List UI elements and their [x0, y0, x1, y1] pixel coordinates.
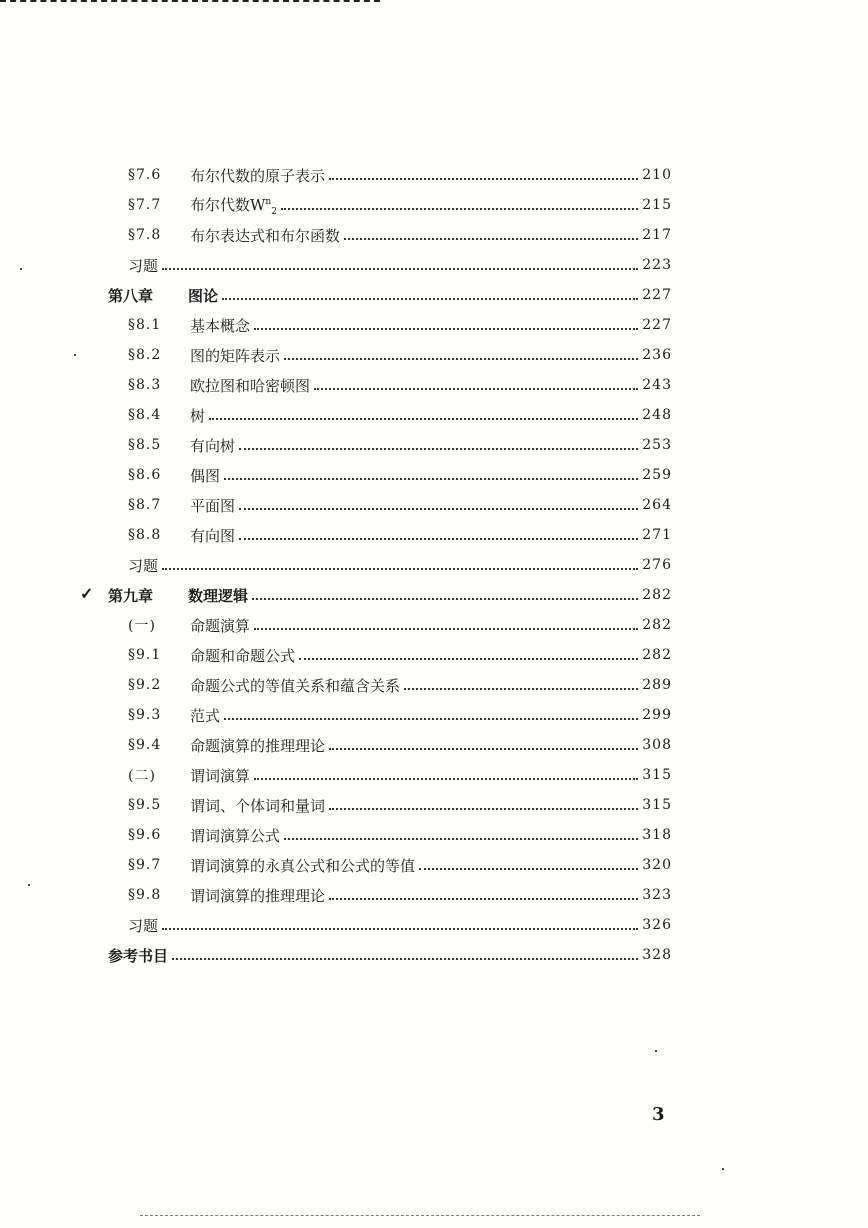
entry-title: 命题演算的推理理论 [190, 736, 326, 755]
toc-chapter[interactable] [108, 582, 672, 608]
toc-entry[interactable] [128, 432, 672, 458]
leader-dots [314, 387, 638, 390]
leader-dots [252, 597, 638, 600]
entry-title: 有向图 [190, 526, 236, 545]
page-number-ref: 223 [642, 257, 672, 273]
entry-title: 布尔代数的原子表示 [190, 166, 326, 185]
section-number: §9.7 [128, 857, 162, 873]
toc-entry[interactable] [128, 222, 672, 248]
page-number-ref: 227 [642, 287, 672, 303]
part-number: (二) [128, 768, 156, 784]
page-number-ref: 217 [642, 227, 672, 243]
page-number-ref: 318 [642, 827, 672, 843]
leader-dots [299, 657, 638, 660]
leader-dots [329, 747, 638, 750]
leader-dots [281, 207, 638, 210]
section-number: §9.3 [128, 707, 162, 723]
page-number-ref: 282 [642, 617, 672, 633]
checkmark-icon: ✓ [80, 584, 94, 603]
entry-title: 命题和命题公式 [190, 646, 296, 665]
leader-dots [254, 627, 638, 630]
entry-title: 谓词演算的永真公式和公式的等值 [190, 856, 416, 875]
section-number: §9.5 [128, 797, 162, 813]
toc-entry[interactable] [128, 402, 672, 428]
section-number: §8.4 [128, 407, 162, 423]
leader-dots [329, 897, 638, 900]
leader-dots [162, 267, 638, 270]
page-number-ref: 299 [642, 707, 672, 723]
entry-title-text: 布尔代数W [190, 195, 266, 214]
page-number-ref: 320 [642, 857, 672, 873]
toc-entry[interactable] [128, 642, 672, 668]
leader-dots [239, 447, 638, 450]
entry-title: 参考书目 [108, 946, 169, 965]
page-number-ref: 271 [642, 527, 672, 543]
chapter-label: 第九章 [108, 586, 154, 605]
entry-title: 谓词演算的推理理论 [190, 886, 326, 905]
leader-dots [209, 417, 638, 420]
leader-dots [224, 717, 638, 720]
toc-entry[interactable] [128, 702, 672, 728]
toc-entry-exercises[interactable] [128, 552, 672, 578]
entry-title: 习题 [128, 916, 159, 935]
section-number: §9.2 [128, 677, 162, 693]
toc-part[interactable] [128, 762, 672, 788]
entry-title: 范式 [190, 706, 221, 725]
part-number: (一) [128, 618, 156, 634]
page-number-ref: 315 [642, 797, 672, 813]
toc-entry[interactable] [128, 852, 672, 878]
section-number: §8.1 [128, 317, 162, 333]
entry-title: 偶图 [190, 466, 221, 485]
section-number: §8.8 [128, 527, 162, 543]
scan-speck [655, 1050, 657, 1052]
page-number: 3 [652, 1104, 665, 1125]
bottom-scan-noise [140, 1214, 700, 1216]
leader-dots [162, 927, 638, 930]
entry-title: 欧拉图和哈密顿图 [190, 376, 311, 395]
scan-speck [20, 268, 22, 270]
section-number: §8.6 [128, 467, 162, 483]
section-number: §8.5 [128, 437, 162, 453]
page-number-ref: 253 [642, 437, 672, 453]
toc-entry[interactable] [128, 882, 672, 908]
w-superscript: n [265, 196, 272, 207]
entry-title: 树 [190, 406, 206, 425]
top-edge-dashes [0, 0, 380, 14]
entry-title: 布尔表达式和布尔函数 [190, 226, 341, 245]
page-number-ref: 215 [642, 197, 672, 213]
leader-dots [254, 327, 638, 330]
chapter-title: 图论 [188, 286, 219, 305]
page-number-ref: 227 [642, 317, 672, 333]
page-number-ref: 315 [642, 767, 672, 783]
entry-title: 谓词、个体词和量词 [190, 796, 326, 815]
leader-dots [329, 807, 638, 810]
leader-dots [344, 237, 638, 240]
toc-entry[interactable] [128, 312, 672, 338]
scan-speck [74, 354, 76, 356]
toc-entry[interactable] [128, 162, 672, 188]
leader-dots [172, 957, 638, 960]
toc-part[interactable] [128, 612, 672, 638]
toc-entry[interactable] [128, 462, 672, 488]
leader-dots [239, 537, 638, 540]
leader-dots [329, 177, 638, 180]
toc-entry[interactable] [128, 492, 672, 518]
toc-entry[interactable] [128, 372, 672, 398]
section-number: §9.1 [128, 647, 162, 663]
page-number-ref: 328 [642, 947, 672, 963]
page-number-ref: 259 [642, 467, 672, 483]
leader-dots [419, 867, 638, 870]
page-number-ref: 282 [642, 647, 672, 663]
page-number-ref: 243 [642, 377, 672, 393]
toc-entry[interactable] [128, 792, 672, 818]
entry-title: 习题 [128, 556, 159, 575]
entry-title: 命题公式的等值关系和蕴含关系 [190, 676, 401, 695]
leader-dots [162, 567, 638, 570]
entry-title: 图的矩阵表示 [190, 346, 281, 365]
entry-title: 谓词演算公式 [190, 826, 281, 845]
entry-title: 命题演算 [190, 616, 251, 635]
entry-title [190, 194, 277, 217]
toc-entry[interactable] [128, 522, 672, 548]
page-number-ref: 264 [642, 497, 672, 513]
page-number-ref: 210 [642, 167, 672, 183]
entry-title: 习题 [128, 256, 159, 275]
section-number: §9.6 [128, 827, 162, 843]
page-number-ref: 248 [642, 407, 672, 423]
toc-references[interactable] [108, 942, 672, 968]
leader-dots [224, 477, 638, 480]
page-number-ref: 282 [642, 587, 672, 603]
section-number: §9.8 [128, 887, 162, 903]
entry-title: 平面图 [190, 496, 236, 515]
page-number-ref: 326 [642, 917, 672, 933]
section-number: §9.4 [128, 737, 162, 753]
section-number: §7.6 [128, 167, 162, 183]
leader-dots [284, 837, 638, 840]
page-number-ref: 308 [642, 737, 672, 753]
page-number-ref: 236 [642, 347, 672, 363]
leader-dots [404, 687, 638, 690]
section-number: §7.8 [128, 227, 162, 243]
leader-dots [239, 507, 638, 510]
page-number-ref: 289 [642, 677, 672, 693]
entry-title: 谓词演算 [190, 766, 251, 785]
leader-dots [222, 297, 638, 300]
section-number: §8.3 [128, 377, 162, 393]
toc-entry[interactable] [128, 672, 672, 698]
toc-entry-exercises[interactable] [128, 252, 672, 278]
w-subscript: 2 [271, 206, 277, 217]
leader-dots [254, 777, 638, 780]
chapter-label: 第八章 [108, 286, 154, 305]
toc-entry[interactable] [128, 822, 672, 848]
section-number: §7.7 [128, 197, 162, 213]
scan-speck [28, 884, 30, 886]
toc-entry[interactable] [128, 192, 672, 218]
scan-speck [722, 1168, 724, 1170]
entry-title: 基本概念 [190, 316, 251, 335]
toc-entry-exercises[interactable] [128, 912, 672, 938]
toc-chapter[interactable] [108, 282, 672, 308]
toc-entry[interactable] [128, 342, 672, 368]
toc-entry[interactable] [128, 732, 672, 758]
section-number: §8.7 [128, 497, 162, 513]
entry-title: 有向树 [190, 436, 236, 455]
leader-dots [284, 357, 638, 360]
page-number-ref: 276 [642, 557, 672, 573]
chapter-title: 数理逻辑 [188, 586, 249, 605]
page-number-ref: 323 [642, 887, 672, 903]
section-number: §8.2 [128, 347, 162, 363]
